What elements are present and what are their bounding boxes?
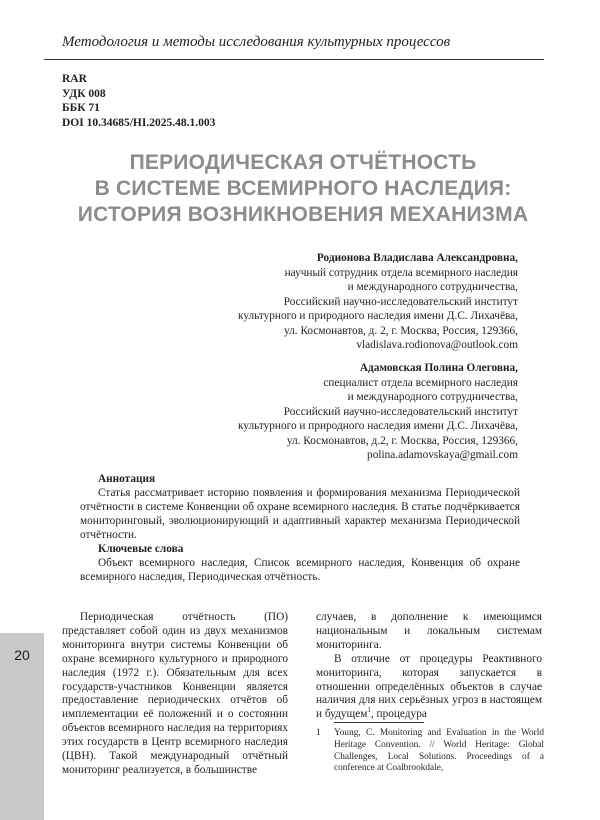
author-block-2	[238, 361, 518, 463]
abstract-section	[80, 472, 520, 584]
doi-code[interactable]: DOI 10.34685/HI.2025.48.1.003	[62, 116, 216, 129]
author-name-1: Родионова Владислава Александровна,	[316, 252, 518, 264]
author-1-institute-name: культурного и природного наследия имени Д.С. Лихачёва,	[237, 310, 518, 322]
author-1-institute: Российский научно-исследовательский институт	[283, 295, 518, 308]
bbk-code: ББК 71	[62, 102, 100, 114]
author-name-2: Адамовская Полина Олеговна,	[359, 362, 518, 374]
footnote-1	[316, 728, 544, 775]
body-paragraph-1: Периодическая отчётность (ПО) представляет собой один из двух механизмов мониторинга внутри системы Конвенции об охране всемирного культурного и природного наследия (1972 г.). Обязательным для всех государств-участников Конвенции является предоставление периодических отчётов об имплементации её положений и о состоянии объектов всемирного наследия на территориях этих государств в Центр всемирного наследия (ЦВН). Такой международный отчётный мониторинг реализуется, в большинстве	[62, 611, 288, 776]
body-paragraph-2	[316, 653, 542, 723]
author-2-address: ул. Космонавтов, д.2, г. Москва, Россия, 129366,	[286, 434, 518, 447]
author-2-email[interactable]: polina.adamovskaya@gmail.com	[367, 449, 518, 461]
udk-code: УДК 008	[62, 87, 106, 100]
rar-code: RAR	[62, 73, 87, 85]
author-2-position: специалист отдела всемирного наследия	[323, 376, 518, 389]
abstract-text: Статья рассматривает историю появления и формирования механизма Периодической отчётности в системе Конвенции об охране всемирного наследия. В статье подчёркивается мониторинговый, эволюционирующий и адаптивный характер механизма Периодической отчётности.	[80, 487, 520, 541]
author-2-institute-name: культурного и природного наследия имени Д.С. Лихачёва,	[237, 420, 518, 432]
body-paragraph-2-text: В отличие от процедуры Реактивного мониторинга, которая запускается в отношении определённых объектов в случае наличия для них серьёзных угроз в настоящем и будущем	[316, 652, 542, 721]
author-1-email[interactable]: vladislava.rodionova@outlook.com	[356, 339, 518, 351]
title-line-3: ИСТОРИЯ ВОЗНИКНОВЕНИЯ МЕХАНИЗМА	[77, 203, 529, 226]
body-column-left	[62, 611, 288, 778]
page-number: 20	[14, 647, 30, 663]
abstract-label: Аннотация	[98, 473, 156, 485]
title-line-2: В СИСТЕМЕ ВСЕМИРНОГО НАСЛЕДИЯ:	[94, 177, 512, 200]
body-paragraph-2-tail: , процедура	[370, 708, 427, 721]
footnote-text: Young, C. Monitoring and Evaluation in the World Heritage Convention. // World Heritage: Global Challenges, Local Solutions. Proceedings of a conference at Coalbrookdale,	[334, 728, 544, 774]
footnote-ref-1[interactable]: 1	[367, 706, 371, 715]
header-rule	[44, 59, 544, 60]
keywords-label: Ключевые слова	[98, 543, 184, 555]
author-1-department: и международного сотрудничества,	[347, 281, 518, 293]
article-title	[62, 150, 544, 228]
body-paragraph-continued: случаев, в дополнение к имеющимся национальным и локальным системам мониторинга.	[316, 611, 542, 651]
author-1-position: научный сотрудник отдела всемирного наследия	[284, 266, 518, 279]
author-2-department: и международного сотрудничества,	[347, 391, 518, 403]
title-line-1: ПЕРИОДИЧЕСКАЯ ОТЧЁТНОСТЬ	[129, 151, 477, 174]
author-block-1	[238, 251, 518, 353]
footnote-number: 1	[316, 728, 321, 738]
running-head: Методология и методы исследования культурных процессов	[62, 34, 451, 50]
article-meta	[62, 72, 215, 130]
author-2-institute: Российский научно-исследовательский институт	[283, 405, 518, 418]
footnote-rule	[334, 722, 424, 723]
body-column-right	[316, 611, 542, 722]
keywords-text: Объект всемирного наследия, Список всемирного наследия, Конвенция об охране всемирного наследия, Периодическая отчётность.	[80, 557, 520, 583]
author-1-address: ул. Космонавтов, д. 2, г. Москва, Россия, 129366,	[284, 324, 518, 337]
